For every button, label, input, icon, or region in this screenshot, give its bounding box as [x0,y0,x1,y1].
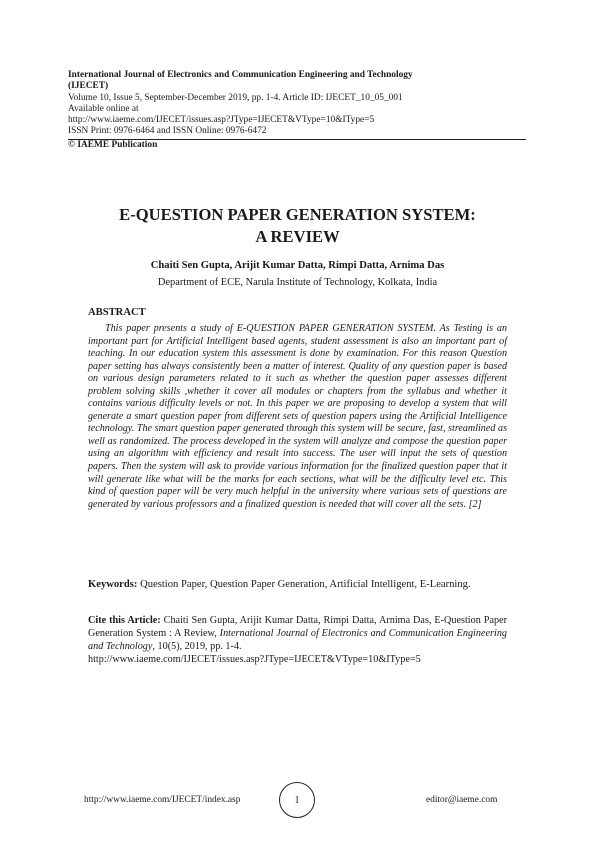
footer-website-link[interactable]: http://www.iaeme.com/IJECET/index.asp [84,795,241,805]
citation [88,614,507,666]
cite-text-1: Chaiti Sen Gupta, Arijit Kumar Datta, Rimpi Datta, Arnima Das, E-Question Paper Generation System : A Review, [88,615,507,639]
keywords-text: Question Paper, Question Paper Generation, Artificial Intelligent, E-Learning. [137,579,471,590]
journal-abbreviation: (IJECET) [68,81,109,92]
journal-name: International Journal of Electronics and Communication Engineering and Technology [68,70,413,80]
issn-info: ISSN Print: 0976-6464 and ISSN Online: 0976-6472 [68,126,526,139]
cite-url[interactable]: http://www.iaeme.com/IJECET/issues.asp?JType=IJECET&VType=10&IType=5 [88,654,421,665]
title-line-2: A REVIEW [255,227,340,246]
journal-header [68,70,526,151]
footer-email-link[interactable]: editor@iaeme.com [426,795,498,805]
cite-journal: International Journal of Electronics and Communication Engineering and Technology [88,628,508,652]
volume-info: Volume 10, Issue 5, September-December 2019, pp. 1-4. Article ID: IJECET_10_05_001 [68,92,403,103]
keywords [88,578,507,591]
keywords-label: Keywords: [88,579,138,590]
abstract-body: This paper presents a study of E-QUESTION PAPER GENERATION SYSTEM. As Testing is an important part for Artificial Intelligent based agents, student assessment is also an important part of teaching. In our education system this assessment is done by examination. For this reason Question paper setting has always consistently been a matter of interest. Quality of any question paper is based on various design parameters related to it such as whether the question paper assesses different problem solving skills ,whether it cover all modules or chapters from the syllabus and whether it contains various difficulty levels or not. In this paper we are proposing to develop a system that will generate a smart question paper from different sets of question papers using the Artificial Intelligence technology. The smart question paper generated through this system will be secure, fast, streamlined as well as randomized. The process developed in the system will analyze and compose the question paper using an algorithm with efficiency and result into success. The user will input the sets of question papers. Then the system will ask to provide various information for the finalized question paper that it will generate like what will be the marks for each sections, what will be the difficulty level etc. This kind of question paper will be very much helpful in the university where various sets of questions are generated by various professors and a finalized question is needed that will cover all the sets. [2] [88,323,507,510]
available-online: Available online at [68,103,139,114]
cite-label: Cite this Article: [88,615,161,626]
authors: Chaiti Sen Gupta, Arijit Kumar Datta, Rimpi Datta, Arnima Das [150,260,445,271]
cite-text-2: , 10(5), 2019, pp. 1-4. [152,641,242,652]
page-number-text: 1 [294,794,300,806]
paper-title [60,204,535,248]
copyright: © IAEME Publication [68,139,158,150]
abstract-heading: ABSTRACT [88,307,146,318]
title-line-1: E-QUESTION PAPER GENERATION SYSTEM: [119,205,476,224]
page-number [279,782,315,818]
affiliation: Department of ECE, Narula Institute of Technology, Kolkata, India [157,277,438,288]
issue-url[interactable]: http://www.iaeme.com/IJECET/issues.asp?JType=IJECET&VType=10&IType=5 [68,115,375,126]
